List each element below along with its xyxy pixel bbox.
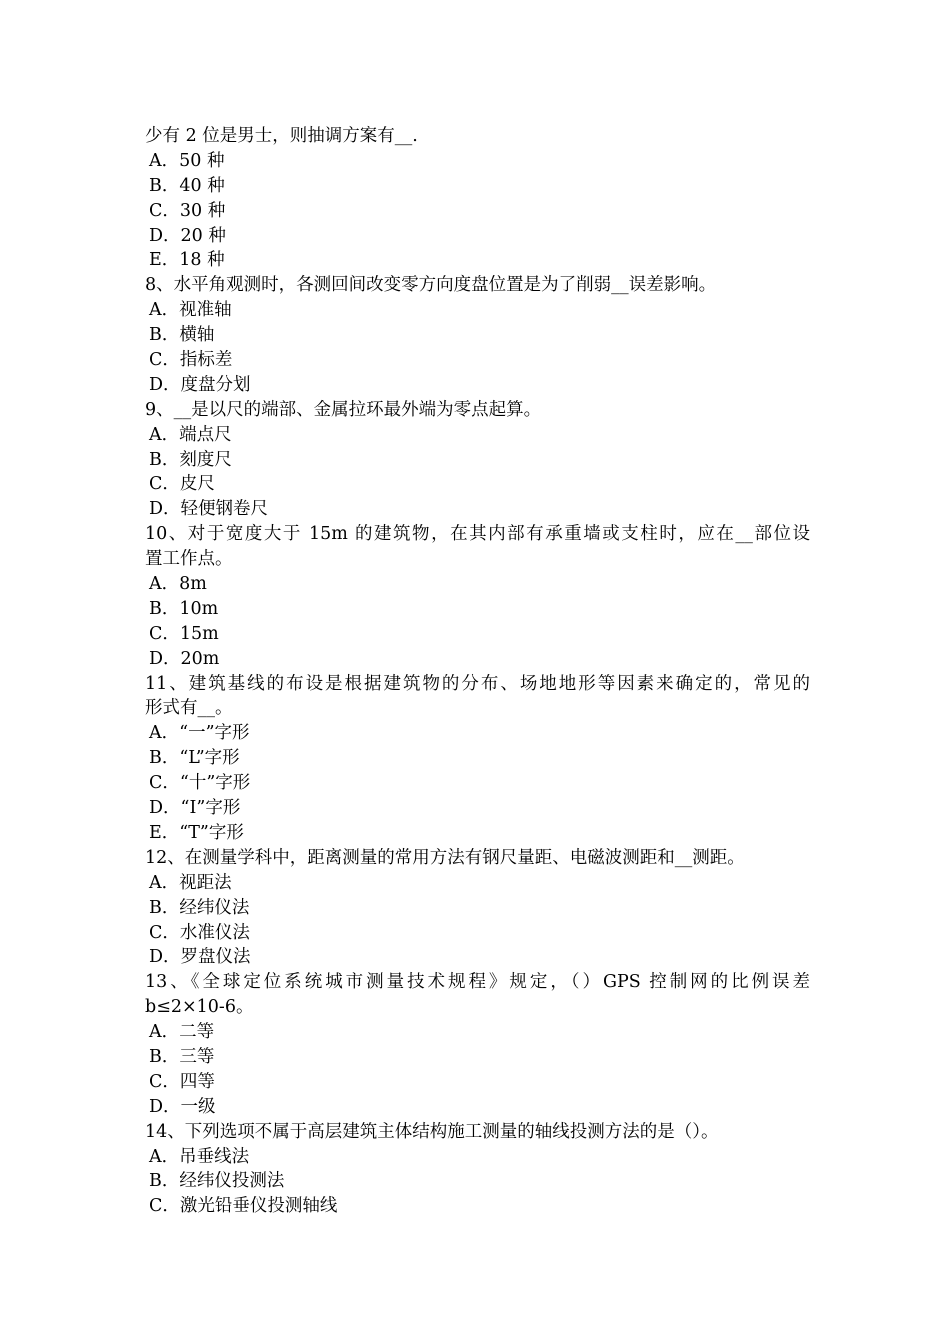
answer-option: D．轻便钢卷尺 <box>149 499 269 520</box>
answer-option: B．经纬仪法 <box>149 897 250 918</box>
answer-option: B．10m <box>149 598 219 619</box>
answer-option: A．二等 <box>149 1022 215 1043</box>
question-9-stem: 9、__是以尺的端部、金属拉环最外端为零点起算。 <box>145 399 542 420</box>
question-13-stem: 13、《全球定位系统城市测量技术规程》规定，（）GPS 控制网的比例误差 <box>145 972 810 993</box>
answer-option: D．罗盘仪法 <box>149 947 251 968</box>
question-8-stem: 8、水平角观测时，各测回间改变零方向度盘位置是为了削弱__误差影响。 <box>145 275 717 296</box>
answer-option: D．度盘分划 <box>149 374 251 395</box>
answer-option: C．15m <box>149 623 219 644</box>
answer-option: D．20 种 <box>149 225 226 246</box>
answer-option: B．40 种 <box>149 175 225 196</box>
answer-option: B．横轴 <box>149 325 215 346</box>
answer-option: D．“I”字形 <box>149 798 241 819</box>
answer-option: A．8m <box>149 574 207 595</box>
answer-option: E．18 种 <box>149 250 225 271</box>
answer-option: A．视准轴 <box>149 300 232 321</box>
answer-option: D．一级 <box>149 1096 216 1117</box>
answer-option: B．“L”字形 <box>149 748 240 769</box>
answer-option: C．皮尺 <box>149 474 215 495</box>
answer-option: E．“T”字形 <box>149 822 244 843</box>
answer-option: B．经纬仪投测法 <box>149 1171 285 1192</box>
answer-option: C．“十”字形 <box>149 773 251 794</box>
answer-option: C．指标差 <box>149 350 233 371</box>
answer-option: D．20m <box>149 648 220 669</box>
question-10-stem: 10、对于宽度大于 15m 的建筑物，在其内部有承重墙或支柱时，应在__部位设 <box>145 524 810 545</box>
question-stem-continuation: 少有 2 位是男士，则抽调方案有__. <box>145 126 418 146</box>
answer-option: C．激光铅垂仪投测轴线 <box>149 1196 338 1217</box>
question-11-stem-continuation: 形式有__。 <box>145 698 233 719</box>
question-11-stem: 11、建筑基线的布设是根据建筑物的分布、场地地形等因素来确定的，常见的 <box>145 673 810 694</box>
exam-questions <box>145 124 810 1219</box>
answer-option: A．视距法 <box>149 872 232 893</box>
answer-option: A．“一”字形 <box>149 723 250 744</box>
answer-option: B．三等 <box>149 1046 215 1067</box>
question-14-stem: 14、下列选项不属于高层建筑主体结构施工测量的轴线投测方法的是（）。 <box>145 1121 719 1142</box>
question-12-stem: 12、在测量学科中，距离测量的常用方法有钢尺量距、电磁波测距和__测距。 <box>145 847 745 868</box>
answer-option: A．端点尺 <box>149 424 232 445</box>
answer-option: B．刻度尺 <box>149 449 232 470</box>
question-10-stem-continuation: 置工作点。 <box>145 549 233 570</box>
answer-option: C．水准仪法 <box>149 922 250 943</box>
question-13-stem-continuation: b≤2×10-6。 <box>145 997 254 1018</box>
answer-option: C．30 种 <box>149 200 226 221</box>
answer-option: A．吊垂线法 <box>149 1146 250 1167</box>
answer-option: A．50 种 <box>149 150 225 171</box>
answer-option: C．四等 <box>149 1071 215 1092</box>
